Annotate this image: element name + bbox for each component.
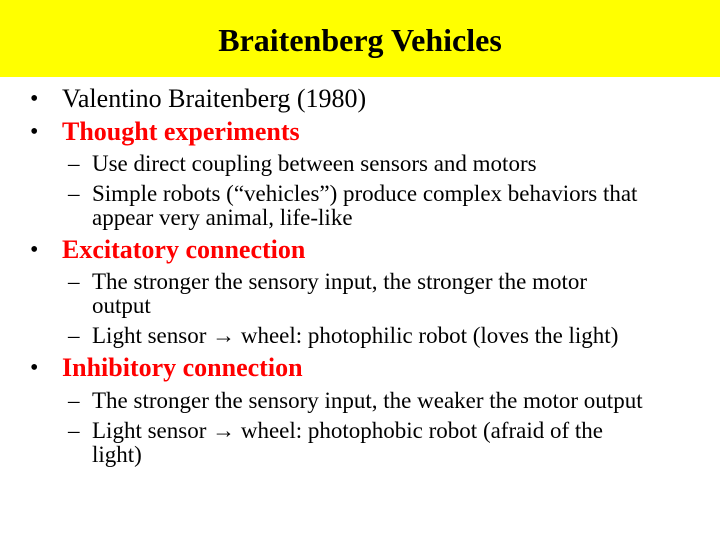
bullet-heading: Thought experiments (62, 117, 300, 146)
dash: – (68, 418, 80, 443)
bullet-dot: • (30, 119, 39, 145)
bullet-item (0, 235, 720, 265)
sub-item-continuation (0, 442, 720, 467)
sub-item (0, 323, 720, 348)
bullet-item (0, 84, 720, 114)
sub-text: The stronger the sensory input, the weaker the motor output (92, 388, 643, 413)
bullet-dot: • (30, 237, 39, 263)
bullet-item (0, 353, 720, 383)
sub-text: Light sensor → wheel: photophilic robot (loves the light) (92, 323, 619, 348)
bullet-text: Valentino Braitenberg (1980) (62, 84, 367, 113)
sub-text: The stronger the sensory input, the stronger the motor (92, 269, 588, 294)
bullet-heading: Excitatory connection (62, 235, 306, 264)
sub-text: Use direct coupling between sensors and motors (92, 151, 537, 176)
dash: – (68, 388, 80, 413)
sub-item (0, 269, 720, 294)
sub-item-continuation (0, 293, 720, 318)
sub-item (0, 388, 720, 413)
sub-text: Light sensor → wheel: photophobic robot (afraid of the (92, 418, 603, 443)
dash: – (68, 151, 80, 176)
bullet-dot: • (30, 355, 39, 381)
dash: – (68, 181, 80, 206)
dash: – (68, 323, 80, 348)
bullet-heading: Inhibitory connection (62, 353, 303, 382)
sub-item-continuation (0, 205, 720, 230)
sub-text: output (92, 293, 151, 318)
sub-text: light) (92, 442, 142, 467)
sub-text: Simple robots (“vehicles”) produce complex behaviors that (92, 181, 638, 206)
sub-text: appear very animal, life-like (92, 205, 353, 230)
sub-item (0, 418, 720, 443)
sub-item (0, 151, 720, 176)
slide-title: Braitenberg Vehicles (218, 22, 502, 58)
dash: – (68, 269, 80, 294)
bullet-dot: • (30, 86, 39, 112)
sub-item (0, 181, 720, 206)
bullet-item (0, 117, 720, 147)
